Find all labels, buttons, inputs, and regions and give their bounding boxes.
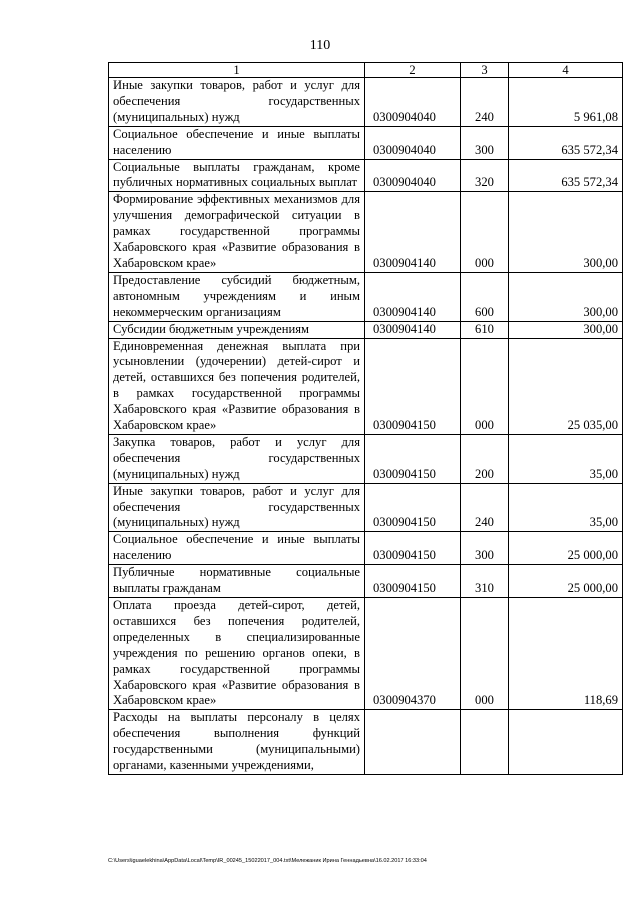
row-code-cell: 0300904150 xyxy=(365,338,461,434)
row-code-cell: 0300904150 xyxy=(365,434,461,483)
row-sum-cell xyxy=(509,710,623,775)
table-row xyxy=(109,338,623,434)
row-type-cell: 310 xyxy=(461,565,509,598)
row-name-cell: Субсидии бюджетным учреждениям xyxy=(109,321,365,338)
table-header-row xyxy=(109,63,623,78)
row-code-cell xyxy=(365,710,461,775)
table-row xyxy=(109,126,623,159)
row-sum-cell: 25 035,00 xyxy=(509,338,623,434)
table-row xyxy=(109,159,623,192)
row-type-cell: 240 xyxy=(461,78,509,127)
column-header: 1 xyxy=(109,63,365,78)
row-type-cell: 000 xyxy=(461,338,509,434)
row-name-cell: Предоставление субсидий бюджетным, автономным учреждениям и иным некоммерческим организациям xyxy=(109,272,365,321)
row-type-cell: 300 xyxy=(461,532,509,565)
table-row xyxy=(109,565,623,598)
row-sum-cell: 25 000,00 xyxy=(509,532,623,565)
row-type-cell: 320 xyxy=(461,159,509,192)
row-type-cell: 000 xyxy=(461,192,509,273)
row-type-cell: 300 xyxy=(461,126,509,159)
budget-table xyxy=(108,62,623,775)
row-sum-cell: 35,00 xyxy=(509,434,623,483)
table-row xyxy=(109,78,623,127)
row-sum-cell: 5 961,08 xyxy=(509,78,623,127)
file-path-footer: C:\Users\iguaelekhina\AppData\Local\Temp\IR_00245_15022017_004.txt\Мележаник Ирина Геннадьевна\16.02.2017 16:33:04 xyxy=(108,858,427,864)
row-name-cell: Расходы на выплаты персоналу в целях обеспечения выполнения функций государственными (муниципальными) органами, казенными учреждениями, xyxy=(109,710,365,775)
row-name-cell: Социальное обеспечение и иные выплаты населению xyxy=(109,532,365,565)
column-header: 3 xyxy=(461,63,509,78)
row-sum-cell: 35,00 xyxy=(509,483,623,532)
table-row xyxy=(109,710,623,775)
row-name-cell: Иные закупки товаров, работ и услуг для обеспечения государственных (муниципальных) нужд xyxy=(109,78,365,127)
row-sum-cell: 635 572,34 xyxy=(509,126,623,159)
row-type-cell: 240 xyxy=(461,483,509,532)
row-sum-cell: 25 000,00 xyxy=(509,565,623,598)
row-code-cell: 0300904370 xyxy=(365,598,461,710)
row-sum-cell: 300,00 xyxy=(509,272,623,321)
table-row xyxy=(109,434,623,483)
row-code-cell: 0300904140 xyxy=(365,321,461,338)
page-number: 110 xyxy=(309,38,331,53)
table-row xyxy=(109,598,623,710)
table-row xyxy=(109,321,623,338)
row-code-cell: 0300904140 xyxy=(365,192,461,273)
row-code-cell: 0300904040 xyxy=(365,78,461,127)
row-type-cell: 000 xyxy=(461,598,509,710)
row-code-cell: 0300904040 xyxy=(365,159,461,192)
row-name-cell: Единовременная денежная выплата при усыновлении (удочерении) детей-сирот и детей, оставшихся без попечения родителей, в рамках государственной программы Хабаровского края «Развитие образования в Хабаровском крае» xyxy=(109,338,365,434)
row-name-cell: Закупка товаров, работ и услуг для обеспечения государственных (муниципальных) нужд xyxy=(109,434,365,483)
table-row xyxy=(109,272,623,321)
row-code-cell: 0300904150 xyxy=(365,483,461,532)
table-row xyxy=(109,483,623,532)
row-code-cell: 0300904150 xyxy=(365,565,461,598)
row-type-cell xyxy=(461,710,509,775)
column-header: 2 xyxy=(365,63,461,78)
row-type-cell: 200 xyxy=(461,434,509,483)
row-sum-cell: 635 572,34 xyxy=(509,159,623,192)
row-name-cell: Социальные выплаты гражданам, кроме публичных нормативных социальных выплат xyxy=(109,159,365,192)
table-row xyxy=(109,192,623,273)
row-name-cell: Публичные нормативные социальные выплаты гражданам xyxy=(109,565,365,598)
row-type-cell: 600 xyxy=(461,272,509,321)
row-code-cell: 0300904150 xyxy=(365,532,461,565)
row-sum-cell: 300,00 xyxy=(509,321,623,338)
row-code-cell: 0300904140 xyxy=(365,272,461,321)
row-sum-cell: 300,00 xyxy=(509,192,623,273)
row-name-cell: Социальное обеспечение и иные выплаты населению xyxy=(109,126,365,159)
row-name-cell: Формирование эффективных механизмов для улучшения демографической ситуации в рамках государственной программы Хабаровского края «Развитие образования в Хабаровском крае» xyxy=(109,192,365,273)
row-sum-cell: 118,69 xyxy=(509,598,623,710)
row-name-cell: Иные закупки товаров, работ и услуг для обеспечения государственных (муниципальных) нужд xyxy=(109,483,365,532)
row-name-cell: Оплата проезда детей-сирот, детей, оставшихся без попечения родителей, определенных в специализированные учреждения по решению органов опеки, в рамках государственной программы Хабаровского края «Развитие образования в Хабаровском крае» xyxy=(109,598,365,710)
table-row xyxy=(109,532,623,565)
row-type-cell: 610 xyxy=(461,321,509,338)
row-code-cell: 0300904040 xyxy=(365,126,461,159)
column-header: 4 xyxy=(509,63,623,78)
